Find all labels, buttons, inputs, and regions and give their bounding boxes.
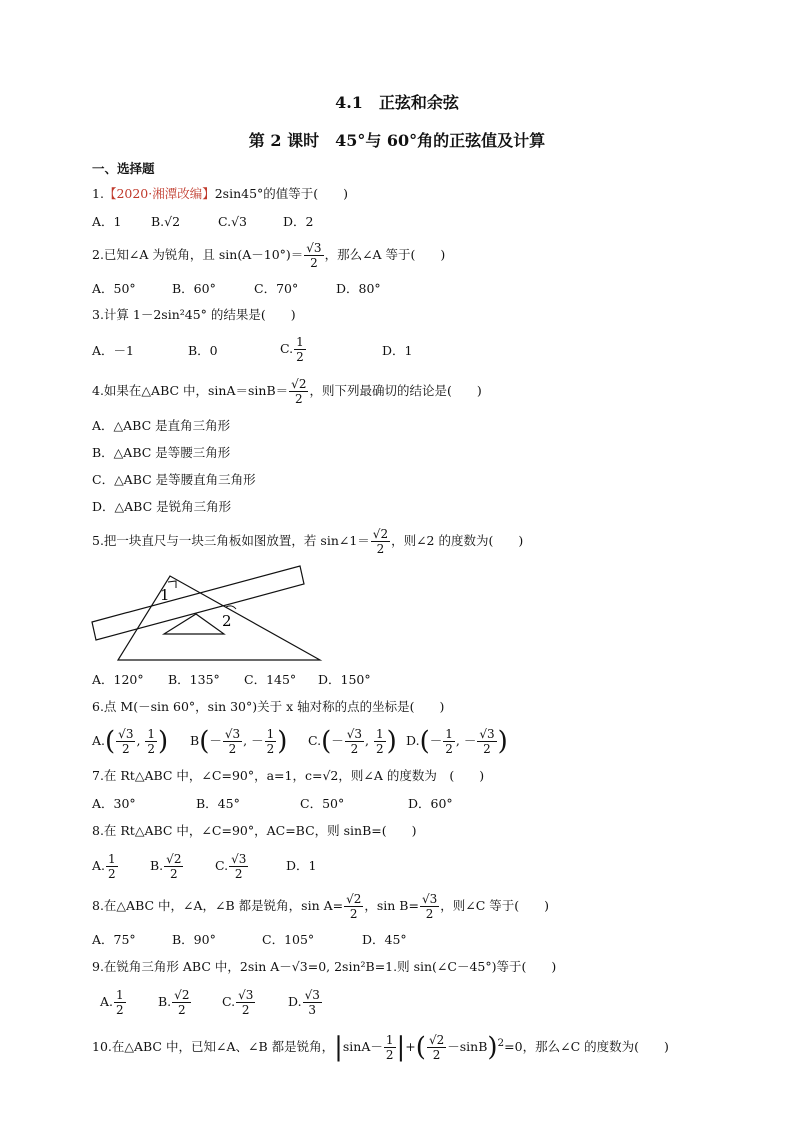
q1-option-a: A．1 [92,214,122,229]
q8a-option-a: A. $\frac{1}{2}$ [92,852,116,881]
fraction: $\frac{√3}{3}$ [304,988,320,1017]
fraction: $\frac{√2}{2}$ [346,892,362,921]
triangle-board-outer [118,576,320,660]
fraction: $\frac{√3}{2}$ [479,727,495,756]
fraction: $\frac{√2}{2}$ [291,377,307,406]
q1-source: 【2020·湘潭改编】 [103,186,215,201]
fraction: $\frac{√3}{2}$ [238,988,254,1017]
q9-option-a: A. $\frac{1}{2}$ [100,988,124,1017]
fraction: $\frac{1}{2}$ [266,727,275,756]
q3-option-d: D．1 [382,343,413,358]
q9-option-d: D. $\frac{√3}{3}$ [288,988,320,1017]
q6-option-a: A.( $\frac{√3}{2}$ , $\frac{1}{2}$ ) [92,726,169,757]
q9-option-b: B. $\frac{√2}{2}$ [158,988,190,1017]
fraction: $\frac{√2}{2}$ [174,988,190,1017]
q6-option-d: D.(－ $\frac{1}{2}$ , － $\frac{√3}{2}$ ) [406,726,508,757]
q7-option-a: A．30° [92,796,136,811]
question-6: 6.点 M(－sin 60°，sin 30°)关于 x 轴对称的点的坐标是( ) [92,699,445,714]
question-5: 5.把一块直尺与一块三角板如图放置，若 sin∠1＝ $\frac{√2}{2}$ ，则∠2 的度数为( ) [92,527,524,556]
fraction: $\frac{√2}{2}$ [372,527,389,556]
angle-2-label: 2 [222,612,232,630]
fraction: $\frac{√3}{2}$ [231,852,247,881]
fraction: $\frac{√2}{2}$ [428,1033,445,1063]
fraction: $\frac{√3}{2}$ [306,241,322,270]
q8a-option-b: B. $\frac{√2}{2}$ [150,852,182,881]
q8b-option-b: B．90° [172,932,216,947]
fraction: $\frac{1}{2}$ [147,727,156,756]
q4-option-b: B．△ABC 是等腰三角形 [92,445,231,460]
q8a-option-c: C. $\frac{√3}{2}$ [215,852,247,881]
fraction: $\frac{1}{2}$ [108,852,116,881]
q2-option-c: C．70° [254,281,299,296]
q3-option-c: C. $\frac{1}{2}$ [280,335,304,364]
q9-option-c: C. $\frac{√3}{2}$ [222,988,254,1017]
question-7: 7.在 Rt△ABC 中，∠C=90°，a=1，c=√2，则∠A 的度数为 ( ) [92,768,485,783]
q7-option-d: D．60° [408,796,453,811]
fraction: $\frac{1}{2}$ [296,335,304,364]
q3-option-a: A．－1 [92,343,134,358]
q1-option-b: B.√2 [151,214,181,229]
q1-num: 1. [92,186,104,201]
q1-option-c: C.√3 [218,214,248,229]
q2-option-a: A．50° [92,281,136,296]
question-4: 4.如果在△ABC 中，sinA＝sinB＝ $\frac{√2}{2}$ ，则下列最确切的结论是( ) [92,377,482,406]
q7-option-b: B．45° [196,796,240,811]
q5-option-a: A．120° [92,672,144,687]
question-3: 3.计算 1－2sin²45° 的结果是( ) [92,307,296,322]
ruler-triangle-figure [88,562,333,666]
lesson-subtitle: 第 2 课时 45°与 60°角的正弦值及计算 [248,131,546,150]
q1-text: 2sin45°的值等于( ) [214,186,349,201]
fraction: $\frac{√2}{2}$ [166,852,182,881]
fraction: $\frac{1}{2}$ [445,727,453,756]
fraction: $\frac{1}{2}$ [376,727,384,756]
question-8a: 8.在 Rt△ABC 中，∠C=90°，AC=BC，则 sinB=( ) [92,823,417,838]
triangle-board-inner [164,614,224,634]
section-heading: 一、选择题 [92,161,155,176]
fraction: $\frac{1}{2}$ [116,988,124,1017]
q5-option-c: C．145° [244,672,297,687]
q7-option-c: C．50° [300,796,345,811]
question-1 [92,185,348,203]
q8b-option-c: C．105° [262,932,315,947]
q5-option-d: D．150° [318,672,371,687]
q6-option-b: B(－ $\frac{√3}{2}$ , － $\frac{1}{2}$ ) [190,726,288,757]
q3-option-b: B．0 [188,343,218,358]
question-10: 10.在△ABC 中，已知∠A、∠B 都是锐角，|sinA－ $\frac{1}{2}$ |+( $\frac{√2}{2}$ －sinB)$^2$=0，那么∠C 的度数为( ) [92,1032,669,1063]
q2-option-b: B．60° [172,281,216,296]
q8b-option-a: A．75° [92,932,136,947]
fraction: $\frac{√3}{2}$ [224,727,241,756]
q2-option-d: D．80° [336,281,381,296]
q8b-option-d: D．45° [362,932,407,947]
ruler-shape [92,566,304,640]
q4-option-d: D．△ABC 是锐角三角形 [92,499,232,514]
question-9: 9.在锐角三角形 ABC 中，2sin A－√3=0, 2sin²B=1.则 sin(∠C－45°)等于( ) [92,959,557,974]
q4-option-c: C．△ABC 是等腰直角三角形 [92,472,256,487]
q6-option-c: C.(－ $\frac{√3}{2}$ , $\frac{1}{2}$ ) [308,726,397,757]
q4-option-a: A．△ABC 是直角三角形 [92,418,231,433]
fraction: $\frac{√3}{2}$ [118,727,134,756]
fraction: $\frac{1}{2}$ [385,1033,394,1063]
q8a-option-d: D．1 [286,858,317,873]
question-8b: 8.在△ABC 中，∠A，∠B 都是锐角，sin A= $\frac{√2}{2}$ ，sin B= $\frac{√3}{2}$ ，则∠C 等于( ) [92,892,550,921]
question-2: 2.已知∠A 为锐角，且 sin(A－10°)＝ $\frac{√3}{2}$ ，那么∠A 等于( ) [92,241,446,270]
angle-1-label: 1 [160,586,170,604]
lesson-title: 4.1 正弦和余弦 [335,93,459,112]
q1-option-d: D．2 [283,214,314,229]
q5-option-b: B．135° [168,672,220,687]
fraction: $\frac{√3}{2}$ [421,892,438,921]
fraction: $\frac{√3}{2}$ [346,727,363,756]
